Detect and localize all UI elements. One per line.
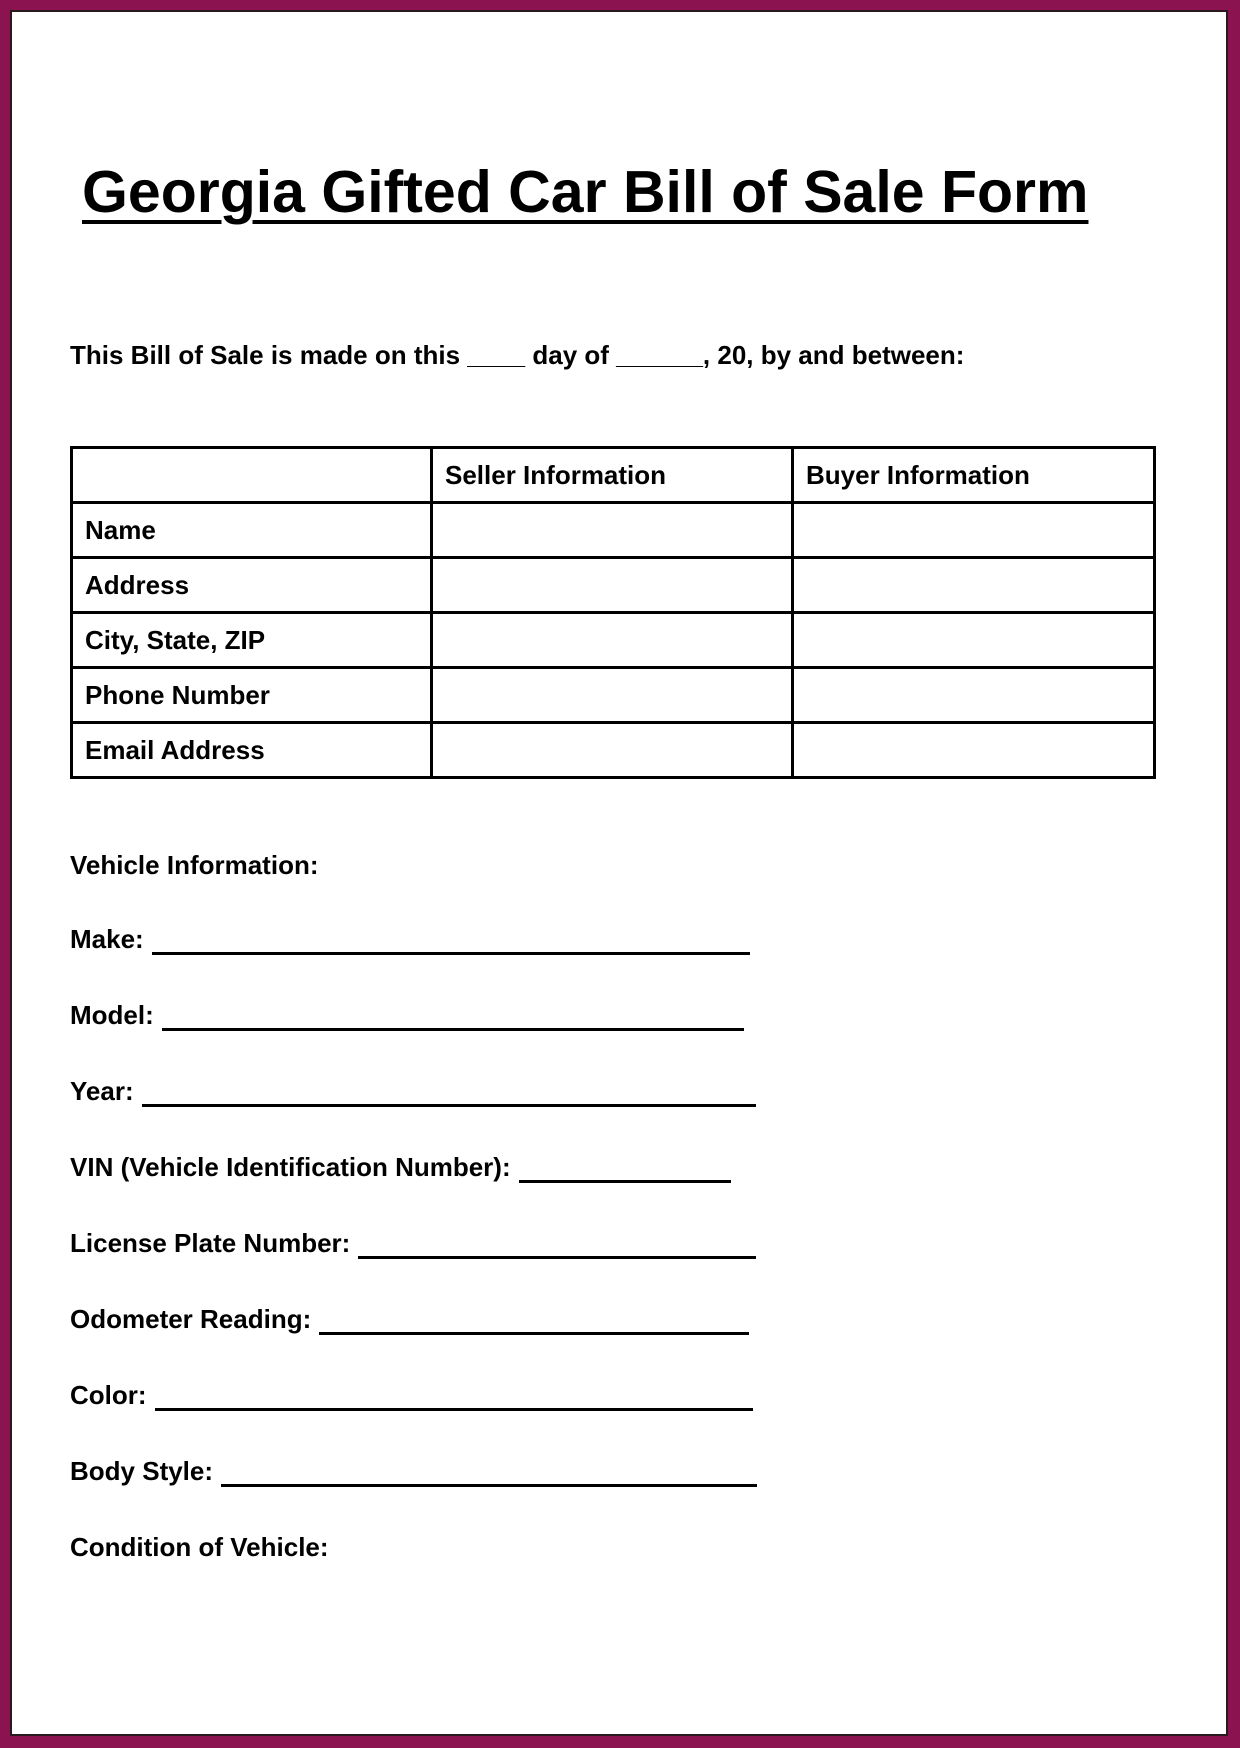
table-row-phone-number [72, 668, 1155, 723]
field-color-blank[interactable] [155, 1380, 753, 1411]
form-page [10, 10, 1228, 1736]
header-buyer-information: Buyer Information [793, 448, 1155, 503]
field-condition-of-vehicle [70, 1532, 757, 1608]
buyer-name-cell[interactable] [793, 503, 1155, 558]
field-make [70, 924, 757, 1000]
field-vin-blank[interactable] [519, 1152, 731, 1183]
seller-address-cell[interactable] [432, 558, 793, 613]
header-seller-information: Seller Information [432, 448, 793, 503]
row-label-phone-number: Phone Number [72, 668, 432, 723]
row-label-city-state-zip: City, State, ZIP [72, 613, 432, 668]
table-row-email-address [72, 723, 1155, 778]
field-year-label: Year: [70, 1076, 134, 1106]
row-label-email-address: Email Address [72, 723, 432, 778]
field-odometer-reading-blank[interactable] [319, 1304, 749, 1335]
field-license-plate-number-label: License Plate Number: [70, 1228, 351, 1258]
vehicle-information-heading: Vehicle Information: [70, 850, 319, 880]
field-body-style [70, 1456, 757, 1532]
intro-statement: This Bill of Sale is made on this ____ day of ______, 20, by and between: [70, 340, 965, 370]
field-make-label: Make: [70, 924, 144, 954]
field-license-plate-number [70, 1228, 757, 1304]
buyer-email-address-cell[interactable] [793, 723, 1155, 778]
buyer-phone-number-cell[interactable] [793, 668, 1155, 723]
table-row-name [72, 503, 1155, 558]
field-body-style-label: Body Style: [70, 1456, 214, 1486]
field-odometer-reading-label: Odometer Reading: [70, 1304, 312, 1334]
field-color [70, 1380, 757, 1456]
field-make-blank[interactable] [152, 924, 750, 955]
field-license-plate-number-blank[interactable] [358, 1228, 756, 1259]
buyer-address-cell[interactable] [793, 558, 1155, 613]
field-color-label: Color: [70, 1380, 147, 1410]
field-model-blank[interactable] [162, 1000, 744, 1031]
field-vin [70, 1152, 757, 1228]
field-year-blank[interactable] [142, 1076, 756, 1107]
vehicle-fields-list [70, 924, 757, 1608]
field-condition-of-vehicle-label: Condition of Vehicle: [70, 1532, 329, 1562]
header-blank [72, 448, 432, 503]
field-odometer-reading [70, 1304, 757, 1380]
row-label-address: Address [72, 558, 432, 613]
buyer-city-state-zip-cell[interactable] [793, 613, 1155, 668]
table-row-address [72, 558, 1155, 613]
field-vin-label: VIN (Vehicle Identification Number): [70, 1152, 511, 1182]
field-model [70, 1000, 757, 1076]
seller-email-address-cell[interactable] [432, 723, 793, 778]
form-title: Georgia Gifted Car Bill of Sale Form [82, 159, 1089, 225]
seller-city-state-zip-cell[interactable] [432, 613, 793, 668]
party-information-table [70, 446, 1156, 779]
row-label-name: Name [72, 503, 432, 558]
seller-name-cell[interactable] [432, 503, 793, 558]
field-model-label: Model: [70, 1000, 154, 1030]
table-row-city-state-zip [72, 613, 1155, 668]
field-year [70, 1076, 757, 1152]
seller-phone-number-cell[interactable] [432, 668, 793, 723]
table-header-row [72, 448, 1155, 503]
field-body-style-blank[interactable] [221, 1456, 757, 1487]
